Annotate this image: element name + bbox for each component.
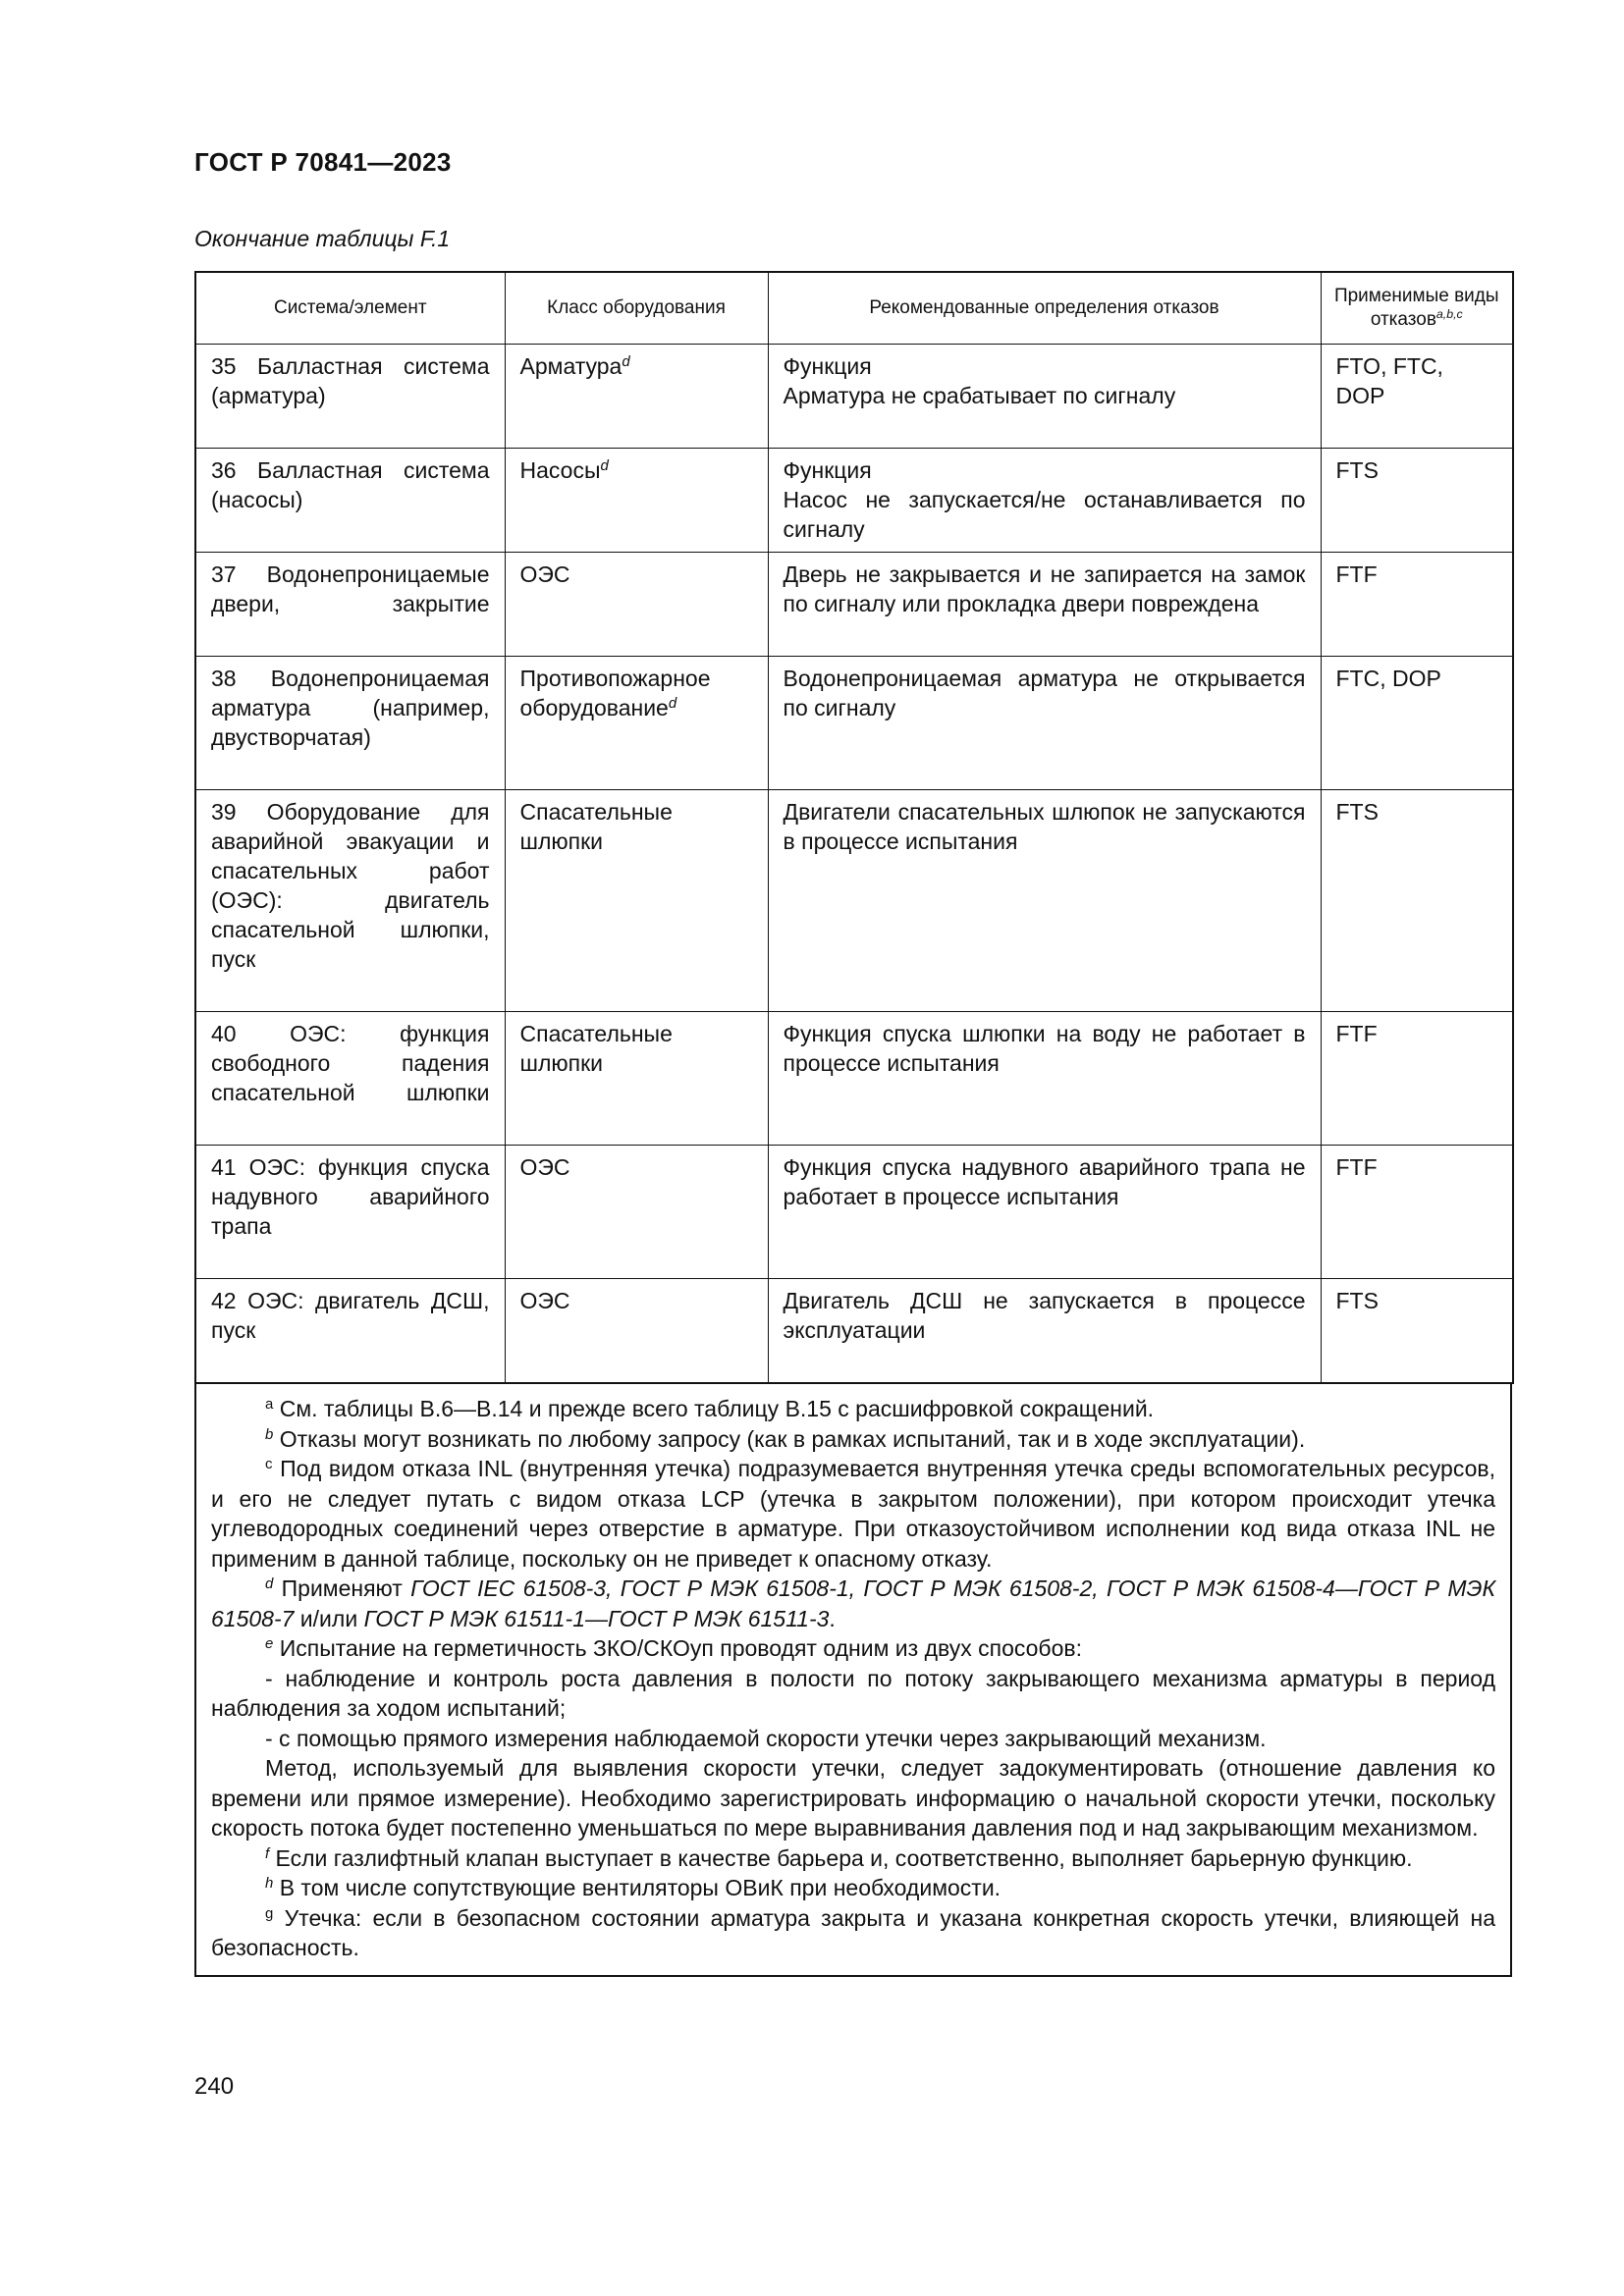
cell-system: 40 ОЭС: функция свободного падения спасательной шлюпки (195, 1012, 505, 1146)
cell-failure-modes: FTO, FTC, DOP (1321, 345, 1513, 449)
col-header-failure-definitions: Рекомендованные определения отказов (768, 272, 1321, 345)
cell-failure-modes: FTF (1321, 1012, 1513, 1146)
footnote-mark: d (622, 352, 630, 370)
document-id: ГОСТ Р 70841—2023 (194, 147, 452, 177)
cell-failure-modes: FTF (1321, 1146, 1513, 1279)
cell-system: 38 Водонепроницаемая арматура (например, двустворчатая) (195, 657, 505, 790)
table-row (195, 449, 1513, 553)
cell-equipment-class: Арматура$^d$ (505, 345, 768, 449)
table-row (195, 790, 1513, 1012)
footnote-b: $^b$ Отказы могут возникать по любому запросу (как в рамках испытаний, так и в ходе эксплуатации). (265, 1425, 1306, 1452)
footnote-c: $^c$ Под видом отказа INL (внутренняя утечка) подразумевается внутренняя утечка среды вспомогательных ресурсов, и его не следует путать с видом отказа LCP (утечка в закрытом положении), при котором происходит утечка углеводородных соединений через отверстие в арматуре. При отказоустойчивом исполнении код вида отказа INL не применим в данной таблице, поскольку он не приведет к опасному отказу. (211, 1455, 1495, 1572)
col-header-footnote-mark: a,b,c (1435, 307, 1463, 322)
table-row (195, 1279, 1513, 1384)
footnote-mark: d (600, 456, 609, 474)
cell-failure-modes: FTS (1321, 790, 1513, 1012)
cell-failure-modes: FTF (1321, 553, 1513, 657)
footnote-g: $^g$ Утечка: если в безопасном состоянии арматура закрыта и указана конкретная скорость утечки, влияющей на безопасность. (211, 1904, 1495, 1960)
footnote-mark: d (668, 694, 677, 712)
table-row (195, 657, 1513, 790)
footnote-h: $^h$ В том числе сопутствующие вентиляторы ОВиК при необходимости. (265, 1874, 1001, 1900)
cell-system: 35 Балластная система (арматура) (195, 345, 505, 449)
cell-failure-definition: Функция Насос не запускается/не останавливается по сигналу (768, 449, 1321, 553)
page-number: 240 (194, 2073, 235, 2100)
failure-modes-table (194, 271, 1514, 1384)
table-row (195, 345, 1513, 449)
cell-failure-modes: FTS (1321, 1279, 1513, 1384)
table-row (195, 1012, 1513, 1146)
cell-failure-definition: Дверь не закрывается и не запирается на замок по сигналу или прокладка двери повреждена (768, 553, 1321, 657)
footnote-e: $^e$ Испытание на герметичность ЗКО/СКОуп проводят одним из двух способов: (265, 1634, 1082, 1661)
cell-equipment-class: ОЭС (505, 553, 768, 657)
footnote-f: $^f$ Если газлифтный клапан выступает в качестве барьера и, соответственно, выполняет барьерную функцию. (265, 1844, 1413, 1871)
table-header-row (195, 272, 1513, 345)
cell-failure-definition: Функция спуска надувного аварийного трапа не работает в процессе испытания (768, 1146, 1321, 1279)
cell-equipment-class: Противопожарное оборудование$^d$ (505, 657, 768, 790)
col-header-failure-modes: Применимые виды отказов$^{a,b,c}$ (1321, 272, 1513, 345)
cell-system: 36 Балластная система (насосы) (195, 449, 505, 553)
cell-system: 39 Оборудование для аварийной эвакуации и спасательных работ (ОЭС): двигатель спасательной шлюпки, пуск (195, 790, 505, 1012)
cell-failure-modes: FTS (1321, 449, 1513, 553)
standard-refs-1: ГОСТ IEC 61508-3, ГОСТ Р МЭК 61508-1, ГОСТ Р МЭК 61508-2, ГОСТ Р МЭК 61508-4—ГОСТ Р МЭК 61508-7 (211, 1575, 1495, 1631)
cell-failure-modes: FTC, DOP (1321, 657, 1513, 790)
cell-equipment-class: ОЭС (505, 1146, 768, 1279)
cell-equipment-class: Спасательные шлюпки (505, 790, 768, 1012)
cell-equipment-class: ОЭС (505, 1279, 768, 1384)
footnote-e-item-2: - с помощью прямого измерения наблюдаемой скорости утечки через закрывающий механизм. (265, 1725, 1267, 1751)
col-header-system: Система/элемент (195, 272, 505, 345)
table-row (195, 1146, 1513, 1279)
cell-failure-definition: Функция спуска шлюпки на воду не работает в процессе испытания (768, 1012, 1321, 1146)
table-footnotes (194, 1384, 1512, 1977)
cell-equipment-class: Насосы$^d$ (505, 449, 768, 553)
footnote-e-paragraph: Метод, используемый для выявления скорости утечки, следует задокументировать (отношение давления ко времени или прямое измерение). Необходимо зарегистрировать информацию о начальной скорости утечки, поскольку скорость потока будет постепенно уменьшаться по мере выравнивания давления под и над закрывающим механизмом. (211, 1755, 1495, 1841)
standard-refs-2: ГОСТ Р МЭК 61511-1—ГОСТ Р МЭК 61511-3 (363, 1605, 830, 1631)
footnote-a: $^a$ См. таблицы В.6—В.14 и прежде всего таблицу В.15 с расшифровкой сокращений. (265, 1395, 1155, 1421)
cell-failure-definition: Водонепроницаемая арматура не открывается по сигналу (768, 657, 1321, 790)
cell-system: 41 ОЭС: функция спуска надувного аварийного трапа (195, 1146, 505, 1279)
cell-failure-definition: Двигатели спасательных шлюпок не запускаются в процессе испытания (768, 790, 1321, 1012)
footnote-d: $^d$ Применяют ГОСТ IEC 61508-3, ГОСТ Р МЭК 61508-1, ГОСТ Р МЭК 61508-2, ГОСТ Р МЭК 61508-4—ГОСТ Р МЭК 61508-7 и/или ГОСТ Р МЭК 61511-1—ГОСТ Р МЭК 61511-3. (211, 1575, 1495, 1631)
table-row (195, 553, 1513, 657)
cell-failure-definition: Двигатель ДСШ не запускается в процессе эксплуатации (768, 1279, 1321, 1384)
cell-system: 37 Водонепроницаемые двери, закрытие (195, 553, 505, 657)
col-header-equipment-class: Класс оборудования (505, 272, 768, 345)
table-caption: Окончание таблицы F.1 (194, 226, 451, 251)
cell-failure-definition: Функция Арматура не срабатывает по сигналу (768, 345, 1321, 449)
cell-system: 42 ОЭС: двигатель ДСШ, пуск (195, 1279, 505, 1384)
cell-equipment-class: Спасательные шлюпки (505, 1012, 768, 1146)
footnote-e-item-1: - наблюдение и контроль роста давления в полости по потоку закрывающего механизма арматуры в период наблюдения за ходом испытаний; (211, 1665, 1495, 1721)
table-container (194, 271, 1512, 1977)
